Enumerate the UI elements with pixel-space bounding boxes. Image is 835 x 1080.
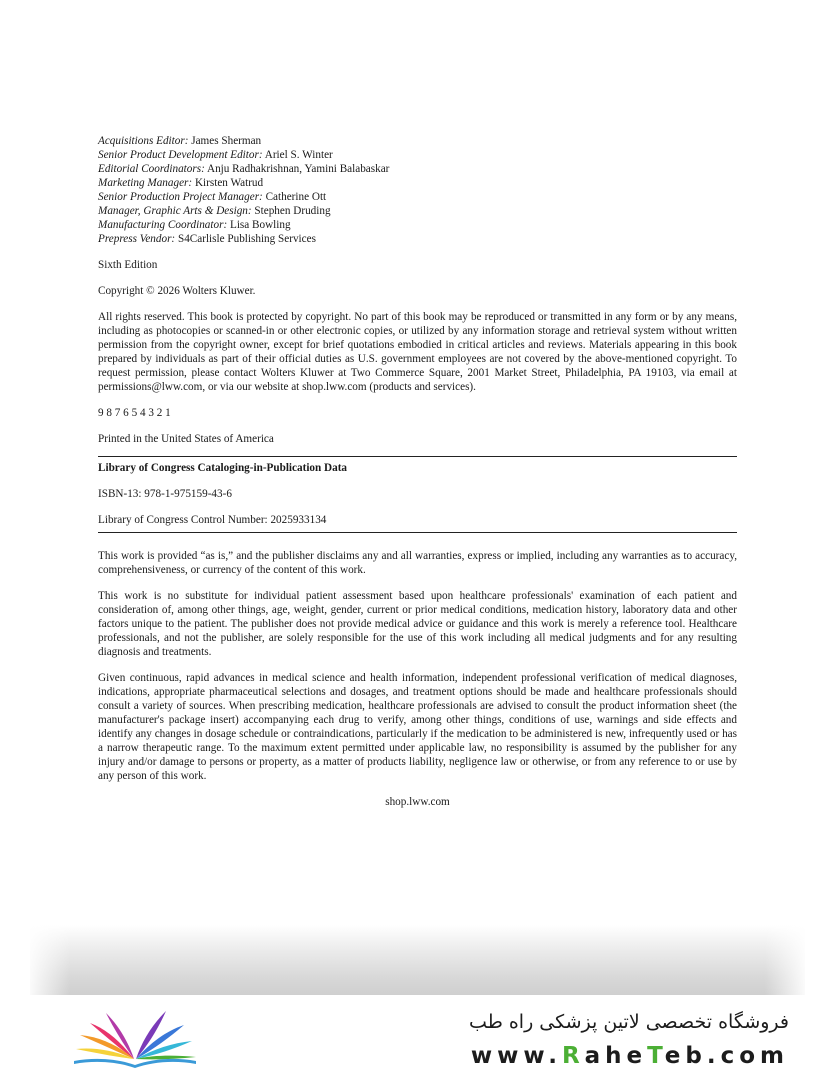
www-letter-t: T bbox=[647, 1043, 665, 1069]
credit-role: Senior Production Project Manager: bbox=[98, 191, 263, 203]
edition-statement: Sixth Edition bbox=[98, 259, 158, 271]
credit-name: Catherine Ott bbox=[265, 191, 327, 203]
printed-in: Printed in the United States of America bbox=[98, 433, 274, 445]
www-prefix: www. bbox=[470, 1043, 562, 1069]
credit-line bbox=[98, 218, 737, 232]
cip-heading: Library of Congress Cataloging-in-Publication Data bbox=[98, 462, 348, 474]
page-bottom-shadow bbox=[30, 925, 805, 995]
print-line: 9 8 7 6 5 4 3 2 1 bbox=[98, 407, 171, 419]
store-website[interactable] bbox=[471, 1043, 789, 1069]
www-part: ahe bbox=[584, 1043, 648, 1069]
rights-paragraph: All rights reserved. This book is protected by copyright. No part of this book may be reproduced or transmitted in any form or by any means, including as photocopies or scanned-in or other electronic copies, or utilized by any information storage and retrieval system without written permission from the copyright owner, except for brief quotations embodied in critical articles and reviews. Materials appearing in this book prepared by individuals as part of their official duties as U.S. government employees are not covered by the above-mentioned copyright. To request permission, please contact Wolters Kluwer at Two Commerce Square, 2001 Market Street, Philadelphia, PA 19103, via email at permissions@lww.com, or via our website at shop.lww.com (products and services). bbox=[98, 311, 737, 393]
disclaimer-paragraph: This work is provided “as is,” and the publisher disclaims any and all warranties, express or implied, including any warranties as to accuracy, comprehensiveness, or currency of the content of this work. bbox=[98, 550, 737, 576]
credit-line bbox=[98, 232, 737, 246]
credit-name: Kirsten Watrud bbox=[194, 177, 264, 189]
copyright-page bbox=[98, 134, 737, 809]
credit-role: Acquisitions Editor: bbox=[98, 135, 189, 147]
credit-role: Manufacturing Coordinator: bbox=[98, 219, 228, 231]
credit-line bbox=[98, 148, 737, 162]
credit-name: Anju Radhakrishnan, Yamini Balabaskar bbox=[207, 163, 390, 175]
website-link[interactable]: shop.lww.com bbox=[385, 796, 450, 808]
credit-name: S4Carlisle Publishing Services bbox=[177, 233, 316, 245]
credit-line bbox=[98, 190, 737, 204]
open-book-rainbow-icon bbox=[70, 1005, 200, 1070]
credit-role: Senior Product Development Editor: bbox=[98, 149, 263, 161]
credit-name: Stephen Druding bbox=[254, 205, 331, 217]
credit-name: James Sherman bbox=[191, 135, 262, 147]
credit-line bbox=[98, 176, 737, 190]
www-part: eb.com bbox=[664, 1043, 789, 1069]
credit-role: Manager, Graphic Arts & Design: bbox=[98, 205, 252, 217]
isbn: ISBN-13: 978-1-975159-43-6 bbox=[98, 488, 232, 500]
www-letter-r: R bbox=[561, 1043, 585, 1069]
disclaimer-paragraph: Given continuous, rapid advances in medical science and health information, independent professional verification of medical diagnoses, indications, appropriate pharmaceutical selections and dosages, and treatment options should be made and healthcare professionals should consult a variety of sources. When prescribing medication, healthcare professionals are advised to consult the product information sheet (the manufacturer's package insert) accompanying each drug to verify, among other things, conditions of use, warnings and side effects and identify any changes in dosage schedule or contraindications, particularly if the medication to be administered is new, infrequently used or has a narrow therapeutic range. To the maximum extent permitted under applicable law, no responsibility is assumed by the publisher for any injury and/or damage to persons or property, as a matter of products liability, negligence law or otherwise, or from any reference to or use by any person of this work. bbox=[98, 672, 737, 782]
divider bbox=[98, 532, 737, 533]
credit-role: Prepress Vendor: bbox=[98, 233, 176, 245]
store-name-persian: فروشگاه تخصصی لاتین پزشکی راه طب bbox=[469, 1011, 789, 1033]
credits-list bbox=[98, 134, 737, 246]
credit-line bbox=[98, 204, 737, 218]
credit-name: Ariel S. Winter bbox=[264, 149, 333, 161]
credit-line bbox=[98, 134, 737, 148]
credit-name: Lisa Bowling bbox=[229, 219, 291, 231]
credit-role: Marketing Manager: bbox=[98, 177, 193, 189]
disclaimer-paragraph: This work is no substitute for individual patient assessment based upon healthcare professionals' examination of each patient and consideration of, among other things, age, weight, gender, current or prior medical conditions, medication history, laboratory data and other factors unique to the patient. The publisher does not provide medical advice or guidance and this work is merely a reference tool. Healthcare professionals, and not the publisher, are solely responsible for the use of this work including all medical judgments and for any resulting diagnosis and treatments. bbox=[98, 590, 737, 658]
copyright-line: Copyright © 2026 Wolters Kluwer. bbox=[98, 285, 256, 297]
divider bbox=[98, 456, 737, 457]
lccn: Library of Congress Control Number: 2025933134 bbox=[98, 514, 327, 526]
credit-line bbox=[98, 162, 737, 176]
credit-role: Editorial Coordinators: bbox=[98, 163, 205, 175]
